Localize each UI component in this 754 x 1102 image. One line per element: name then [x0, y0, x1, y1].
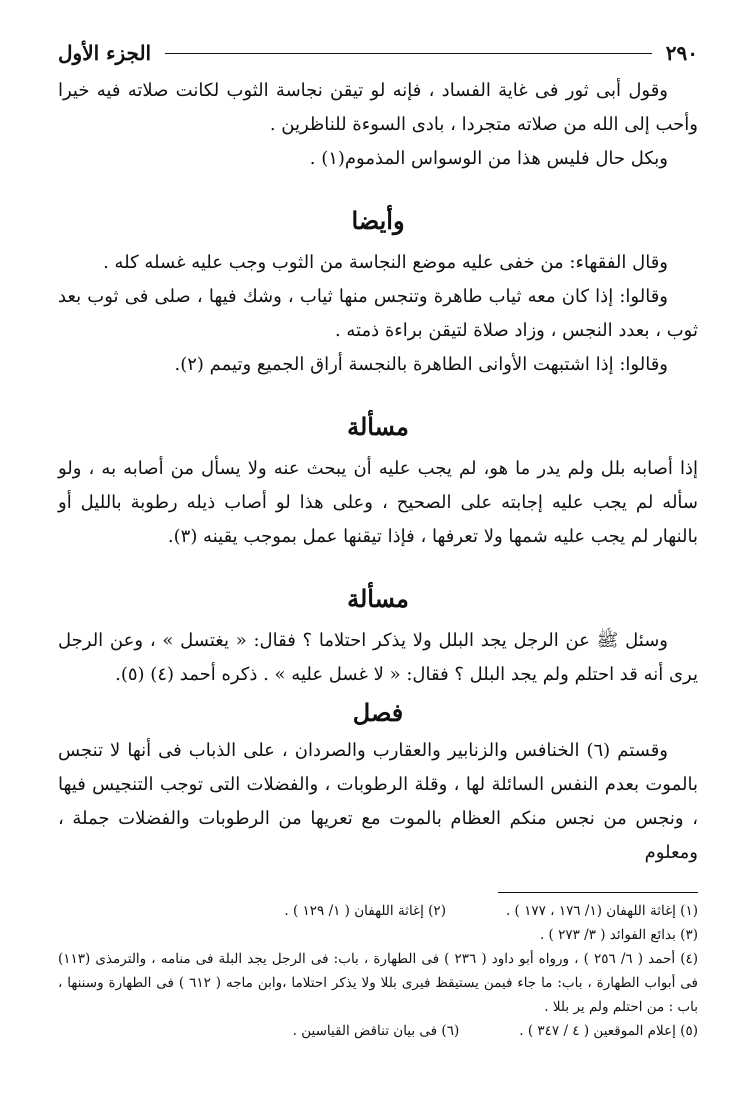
- volume-title: الجزء الأول: [58, 41, 152, 65]
- footnote-row: [58, 899, 698, 923]
- body-text: [58, 74, 698, 870]
- footnote-row: [58, 1019, 698, 1043]
- footnote: (٣) بدائع الفوائد ( ٣/ ٢٧٣ ) .: [539, 927, 698, 943]
- header-rule: [165, 53, 652, 54]
- paragraph: وبكل حال فليس هذا من الوسواس المذموم(١) .: [309, 148, 668, 169]
- footnote: (١) إغاثة اللهفان (١/ ١٧٦ ، ١٧٧ ) .: [505, 903, 698, 919]
- footnote: (٢) إغاثة اللهفان ( ١/ ١٢٩ ) .: [284, 903, 446, 919]
- section-title: وأيضا: [351, 206, 405, 235]
- paragraph: وقال الفقهاء: من خفى عليه موضع النجاسة من الثوب وجب عليه غسله كله .: [103, 252, 668, 273]
- footnote: (٦) فى بيان تناقض القياسين .: [292, 1023, 460, 1039]
- section-title: مسألة: [347, 584, 409, 613]
- section-title: فصل: [352, 698, 404, 727]
- footnote: (٤) أحمد ( ٦/ ٢٥٦ ) ، ورواه أبو داود ( ٢٣٦ ) فى الطهارة ، باب: فى الرجل يجد البلة فى منامه ، والترمذى (١١٣) فى أبواب الطهارة ، باب: ما جاء فيمن يستيقظ فيرى بللا ولا يذكر احتلاما ،وابن ماجه ( ٦١٢ ) فى الطهارة وسننها ، باب : من احتلم ولم ير بللا .: [58, 951, 699, 1015]
- paragraph: وقالوا: إذا اشتبهت الأوانى الطاهرة بالنجسة أراق الجميع وتيمم (٢).: [174, 354, 668, 375]
- book-page: [58, 36, 698, 1066]
- paragraph: وسئل ﷺ عن الرجل يجد البلل ولا يذكر احتلاما ؟ فقال: « يغتسل » ، وعن الرجل يرى أنه قد احتلم ولم يجد البلل ؟ فقال: « لا غسل عليه » . ذكره أحمد (٤) (٥).: [58, 630, 698, 685]
- paragraph: وقستم (٦) الخنافس والزنابير والعقارب والصردان ، على الذباب فى أنها لا تنجس بالموت بعدم النفس السائلة لها ، وقلة الرطوبات ، والفضلات التى توجب التنجيس فيها ، ونجس من نجس منكم العظام بالموت مع تعريها من الرطوبات والفضلات جملة ، ومعلوم: [58, 740, 698, 863]
- footnote-divider: [498, 892, 698, 893]
- footnote: (٥) إعلام الموقعين ( ٤ / ٣٤٧ ) .: [519, 1023, 698, 1039]
- paragraph: وقالوا: إذا كان معه ثياب طاهرة وتنجس منها ثياب ، وشك فيها ، صلى فى ثوب بعد ثوب ، بعدد النجس ، وزاد صلاة لتيقن براءة ذمته .: [58, 286, 698, 341]
- paragraph: وقول أبى ثور فى غاية الفساد ، فإنه لو تيقن نجاسة الثوب لكانت صلاته فيه خيرا وأحب إلى الله من صلاته متجردا ، بادى السوءة للناظرين .: [58, 80, 698, 135]
- paragraph: إذا أصابه بلل ولم يدر ما هو، لم يجب عليه أن يبحث عنه ولا يسأل من أصابه به ، ولو سأله لم يجب عليه إجابته على الصحيح ، وعلى هذا لو أصاب ذيله رطوبة بالليل أو بالنهار لم يجب عليه شمها ولا تعرفها ، فإذا تيقنها عمل بموجب يقينه (٣).: [58, 458, 698, 547]
- page-number: ٢٩٠: [665, 41, 698, 65]
- footnotes: [58, 899, 698, 1043]
- page-header: [58, 36, 698, 70]
- section-title: مسألة: [347, 412, 409, 441]
